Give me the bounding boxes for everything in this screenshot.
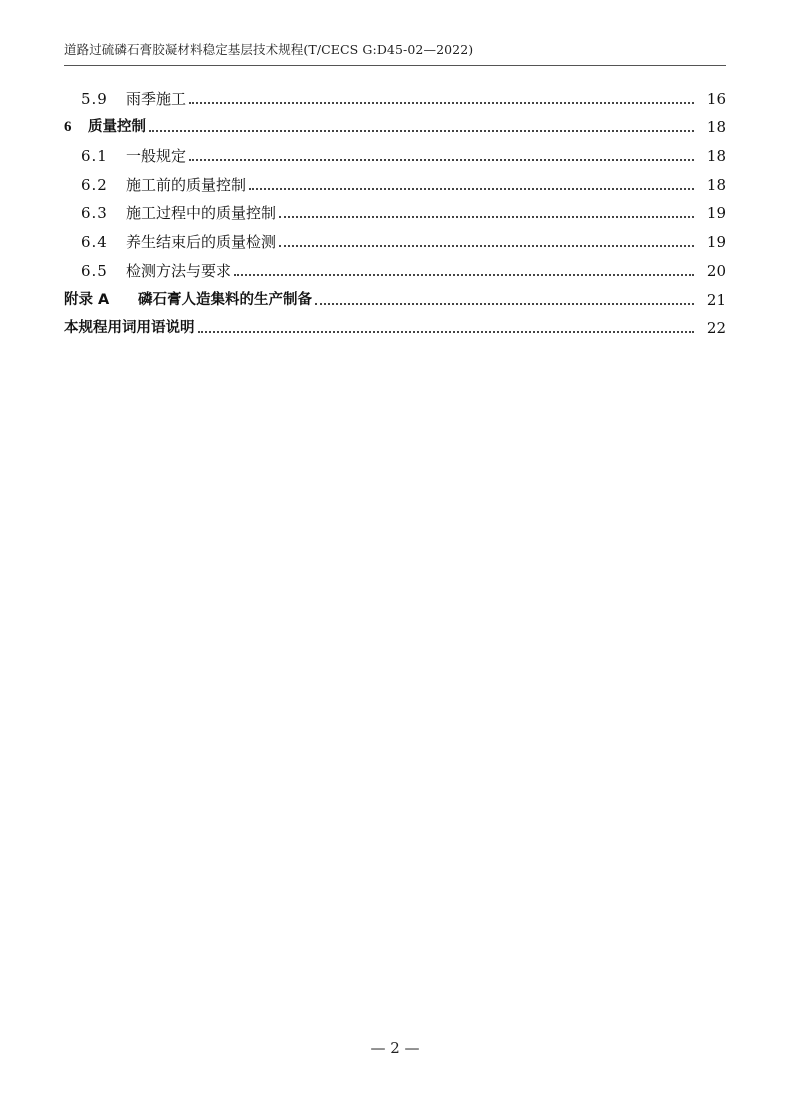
toc-entry-title: 检测方法与要求 xyxy=(126,261,232,280)
toc-entry-page: 18 xyxy=(706,175,726,194)
toc-entry-number: 5.9 xyxy=(81,89,108,108)
toc-entry-title: 施工前的质量控制 xyxy=(126,175,247,194)
toc-entry-title: 本规程用词用语说明 xyxy=(64,320,195,337)
toc-entry-number: 附录 A xyxy=(64,291,110,308)
toc-entry-page: 18 xyxy=(706,147,726,166)
toc-entry-title: 施工过程中的质量控制 xyxy=(126,204,277,223)
toc-entry-page: 21 xyxy=(706,290,726,309)
toc-entry-5-9[interactable] xyxy=(64,80,726,109)
toc-entry-appendix-a[interactable] xyxy=(64,281,726,310)
dot-leader xyxy=(149,129,694,132)
toc-entry-page: 19 xyxy=(706,204,726,223)
toc-entry-6-4[interactable] xyxy=(64,223,726,252)
toc-entry-page: 19 xyxy=(706,233,726,252)
dot-leader xyxy=(249,187,694,190)
toc-entry-number: 6.2 xyxy=(81,175,108,194)
dot-leader xyxy=(279,244,694,247)
toc-entry-title: 雨季施工 xyxy=(126,89,187,108)
dot-leader xyxy=(234,273,694,276)
toc-entry-page: 20 xyxy=(706,261,726,280)
toc-entry-page: 18 xyxy=(706,118,726,137)
toc-entry-title: 养生结束后的质量检测 xyxy=(126,233,277,252)
toc-entry-page: 22 xyxy=(706,319,726,338)
toc-entry-6-1[interactable] xyxy=(64,137,726,166)
toc-entry-page: 16 xyxy=(706,89,726,108)
table-of-contents xyxy=(64,80,726,338)
toc-entry-6-5[interactable] xyxy=(64,252,726,281)
toc-entry-6[interactable] xyxy=(64,109,726,138)
toc-entry-number: 6.5 xyxy=(81,261,108,280)
toc-entry-title: 一般规定 xyxy=(126,147,187,166)
toc-entry-6-3[interactable] xyxy=(64,195,726,224)
toc-entry-number: 6.3 xyxy=(81,204,108,223)
toc-entry-number: 6.1 xyxy=(81,147,108,166)
running-header: 道路过硫磷石膏胶凝材料稳定基层技术规程(T/CECS G:D45-02—2022) xyxy=(64,42,474,57)
toc-entry-title: 磷石膏人造集料的生产制备 xyxy=(138,291,312,308)
toc-entry-number: 6 xyxy=(64,119,72,136)
page-number: — 2 — xyxy=(370,1039,420,1057)
toc-entry-6-2[interactable] xyxy=(64,166,726,195)
toc-entry-title: 质量控制 xyxy=(88,119,146,136)
dot-leader xyxy=(189,158,694,161)
dot-leader xyxy=(198,330,695,333)
toc-entry-number: 6.4 xyxy=(81,233,108,252)
toc-entry-terminology[interactable] xyxy=(64,310,726,339)
header-divider xyxy=(64,65,726,66)
dot-leader xyxy=(189,101,694,104)
dot-leader xyxy=(279,215,694,218)
dot-leader xyxy=(315,302,694,305)
